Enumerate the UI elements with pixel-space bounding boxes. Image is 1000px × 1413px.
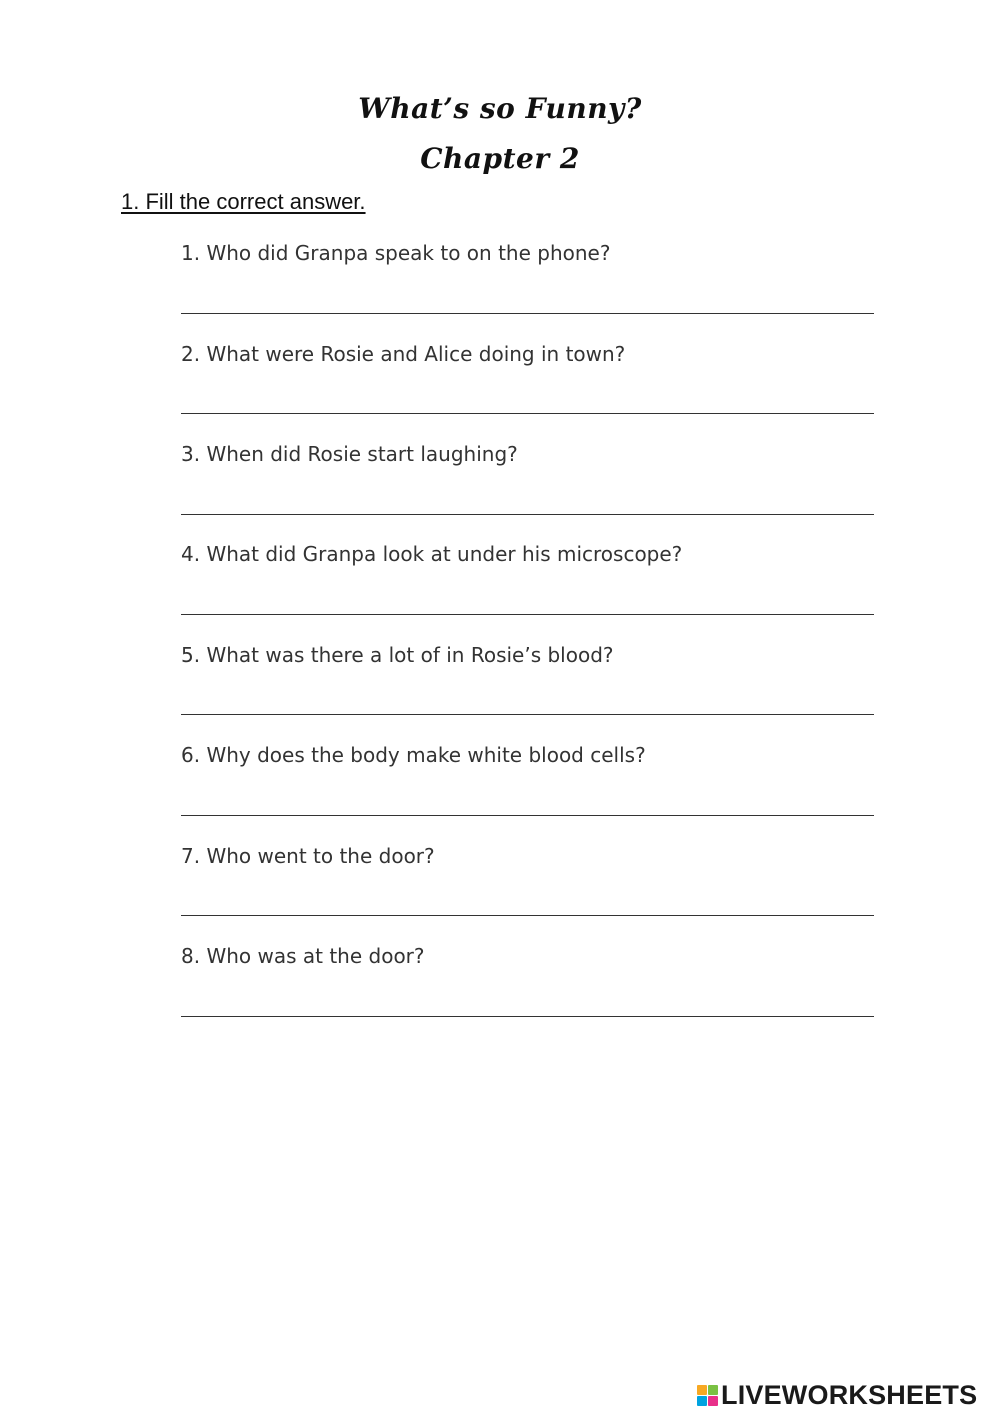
answer-line-4[interactable] — [181, 614, 874, 615]
answer-line-3[interactable] — [181, 514, 874, 515]
question-8: 8. Who was at the door? — [181, 944, 425, 968]
chapter-subtitle: Chapter 2 — [420, 142, 580, 175]
question-5: 5. What was there a lot of in Rosie’s blood? — [181, 643, 614, 667]
question-7: 7. Who went to the door? — [181, 844, 435, 868]
liveworksheets-logo-icon — [697, 1385, 718, 1406]
question-4: 4. What did Granpa look at under his microscope? — [181, 542, 683, 566]
worksheet-title: What’s so Funny? — [358, 92, 642, 125]
answer-line-5[interactable] — [181, 714, 874, 715]
question-1: 1. Who did Granpa speak to on the phone? — [181, 241, 611, 265]
question-3: 3. When did Rosie start laughing? — [181, 442, 518, 466]
liveworksheets-logo — [697, 1378, 977, 1412]
instruction-heading: 1. Fill the correct answer. — [121, 189, 366, 214]
answer-line-1[interactable] — [181, 313, 874, 314]
answer-line-7[interactable] — [181, 915, 874, 916]
answer-line-2[interactable] — [181, 413, 874, 414]
logo-text: LIVEWORKSHEETS — [721, 1379, 978, 1410]
question-6: 6. Why does the body make white blood cells? — [181, 743, 646, 767]
question-2: 2. What were Rosie and Alice doing in town? — [181, 342, 626, 366]
answer-line-6[interactable] — [181, 815, 874, 816]
answer-line-8[interactable] — [181, 1016, 874, 1017]
